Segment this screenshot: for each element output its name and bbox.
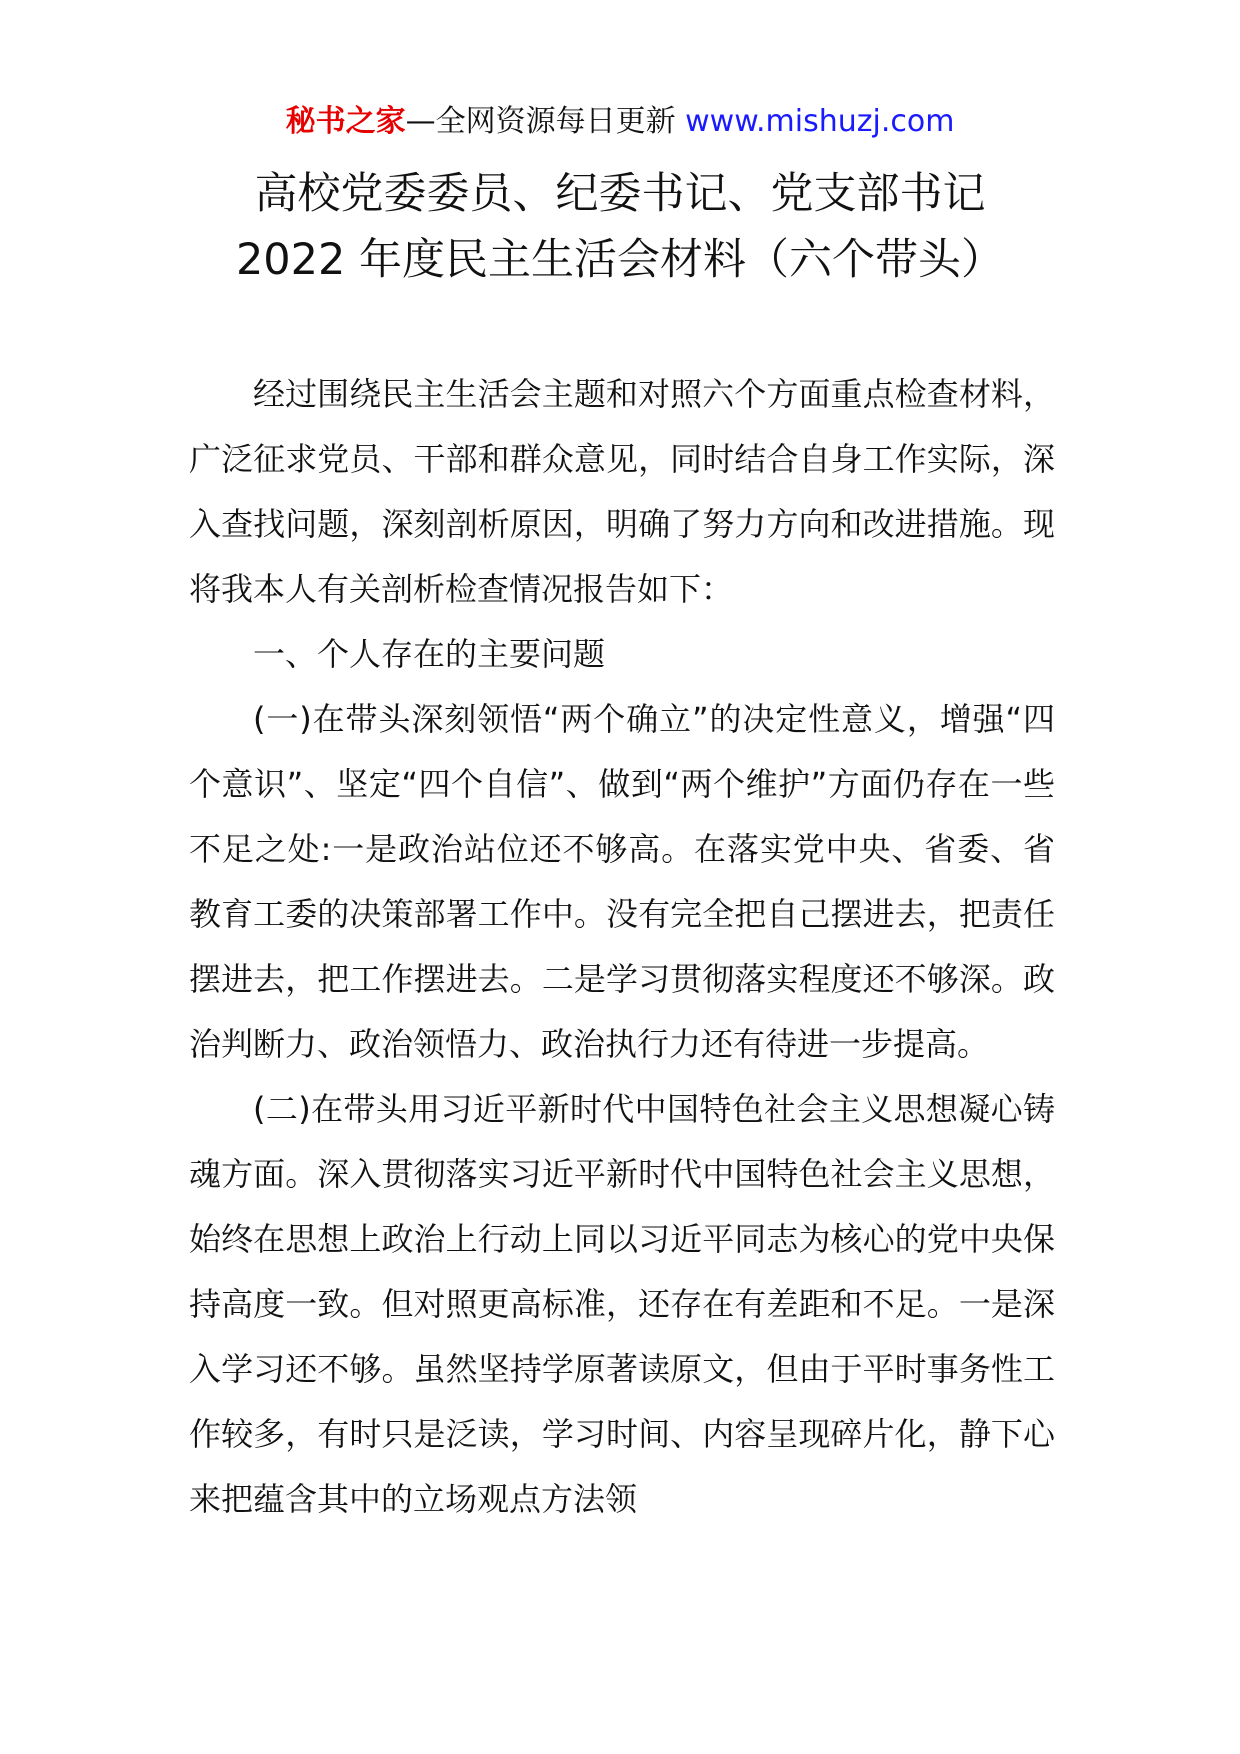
site-url-link[interactable]: www.mishuzj.com (685, 104, 955, 139)
header-tagline: —全网资源每日更新 (405, 104, 686, 139)
body-paragraph: (二)在带头用习近平新时代中国特色社会主义思想凝心铸魂方面。深入贯彻落实习近平新时代中国特色社会主义思想，始终在思想上政治上行动上同以习近平同志为核心的党中央保持高度一致。但对照更高标准，还存在有差距和不足。一是深入学习还不够。虽然坚持学原著读原文，但由于平时事务性工作较多，有时只是泛读，学习时间、内容呈现碎片化，静下心来把蕴含其中的立场观点方法领 (189, 1090, 1055, 1518)
section-heading: 一、个人存在的主要问题 (253, 635, 606, 673)
brand-name: 秘书之家 (285, 104, 406, 139)
source-header (0, 100, 1240, 144)
body-paragraph: (一)在带头深刻领悟“两个确立”的决定性意义，增强“四个意识”、坚定“四个自信”、做到“两个维护”方面仍存在一些不足之处:一是政治站位还不够高。在落实党中央、省委、省教育工委的决策部署工作中。没有完全把自己摆进去，把责任摆进去，把工作摆进去。二是学习贯彻落实程度还不够深。政治判断力、政治领悟力、政治执行力还有待进一步提高。 (189, 700, 1055, 1063)
document-body (189, 362, 1055, 1532)
intro-paragraph: 经过围绕民主生活会主题和对照六个方面重点检查材料，广泛征求党员、干部和群众意见，同时结合自身工作实际，深入查找问题，深刻剖析原因，明确了努力方向和改进措施。现将我本人有关剖析检查情况报告如下： (189, 375, 1055, 608)
document-title-line-1: 高校党委委员、纪委书记、党支部书记 (254, 169, 986, 219)
document-title-line-2: 2022 年度民主生活会材料（六个带头） (235, 235, 1005, 285)
